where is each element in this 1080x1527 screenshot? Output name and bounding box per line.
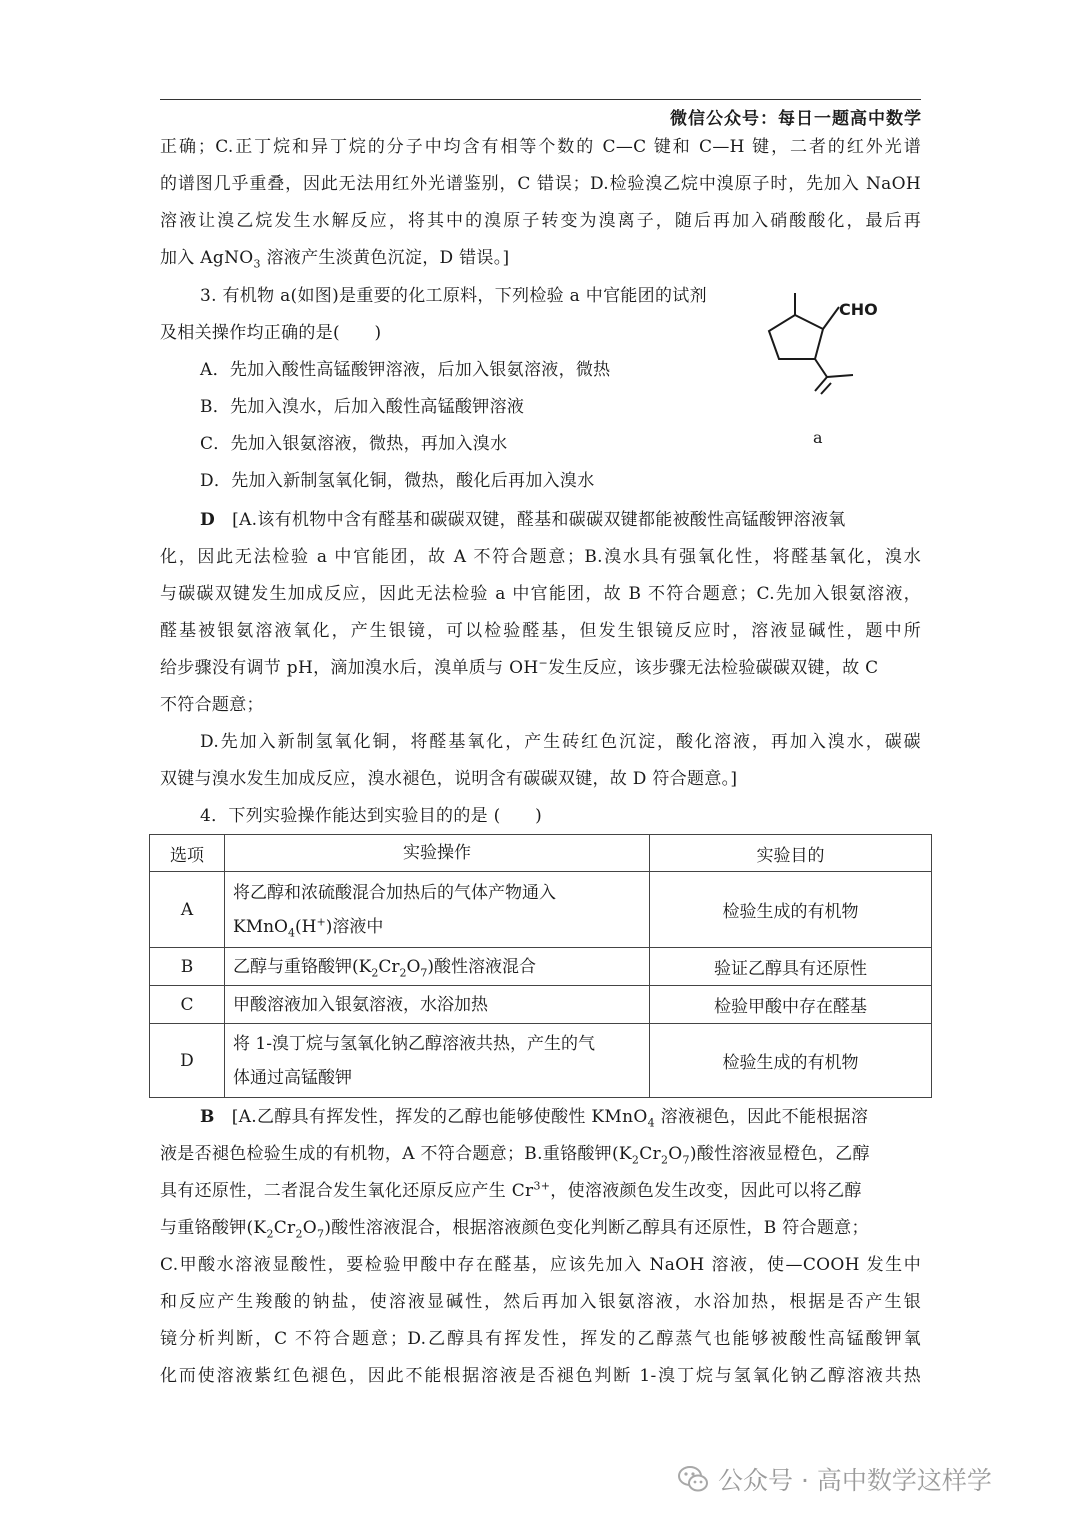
option-cell: C (150, 986, 225, 1024)
table-row (150, 1024, 932, 1098)
option-c: C．先加入银氨溶液，微热，再加入溴水 (200, 434, 508, 454)
goal-cell: 验证乙醇具有还原性 (650, 948, 932, 986)
question-3-stem: 3. 有机物 a(如图)是重要的化工原料，下列检验 a 中官能团的试剂 (200, 286, 707, 306)
table-row (150, 948, 932, 986)
column-header: 实验目的 (650, 835, 932, 872)
text-line: 和反应产生羧酸的钠盐，使溶液显碱性，然后再加入银氨溶液，水浴加热，根据是否产生银 (160, 1292, 921, 1312)
option-cell: B (150, 948, 225, 986)
operation-cell: 将 1-溴丁烷与氢氧化钠乙醇溶液共热，产生的气 体通过高锰酸钾 (225, 1024, 650, 1098)
answer-text: B [A.乙醇具有挥发性，挥发的乙醇也能够使酸性 KMnO$_4$ 溶液褪色，因此不能根据溶 (200, 1107, 869, 1130)
watermark (676, 1461, 992, 1497)
option-cell: D (150, 1024, 225, 1098)
column-header: 选项 (150, 835, 225, 872)
text-line: 双键与溴水发生加成反应，溴水褪色，说明含有碳碳双键，故 D 符合题意。] (160, 769, 738, 789)
option-a: A．先加入酸性高锰酸钾溶液，后加入银氨溶液，微热 (200, 360, 611, 380)
text-line: 加入 AgNO$_3$ 溶液产生淡黄色沉淀，D 错误。] (160, 248, 510, 271)
text-line: 镜分析判断，C 不符合题意；D.乙醇具有挥发性，挥发的乙醇蒸气也能够被酸性高锰酸钾氧 (160, 1329, 921, 1349)
option-b: B．先加入溴水，后加入酸性高锰酸钾溶液 (200, 397, 525, 417)
text-line: 与重铬酸钾$(K_2Cr_2O_7)$酸性溶液混合，根据溶液颜色变化判断乙醇具有还原性，B 符合题意； (160, 1218, 869, 1241)
operation-cell: 乙醇与重铬酸钾$(K_2Cr_2O_7)$酸性溶液混合 (225, 948, 650, 986)
text-line: 化而使溶液紫红色褪色，因此不能根据溶液是否褪色判断 1-溴丁烷与氢氧化钠乙醇溶液共热 (160, 1366, 921, 1386)
goal-cell: 检验甲酸中存在醛基 (650, 986, 932, 1024)
operation-cell: 甲酸溶液加入银氨溶液，水浴加热 (225, 986, 650, 1024)
text-line: 醛基被银氨溶液氧化，产生银镜，可以检验醛基，但发生银镜反应时，溶液显碱性，题中所 (160, 621, 921, 641)
molecule-a-structure (755, 285, 895, 395)
text-line: 正确；C.正丁烷和异丁烷的分子中均含有相等个数的 C—C 键和 C—H 键，二者的红外光谱 (160, 137, 921, 157)
text-line: C.甲酸水溶液显酸性，要检验甲酸中存在醛基，应该先加入 NaOH 溶液，使—COOH 发生中 (160, 1255, 921, 1275)
question-3-stem: 及相关操作均正确的是( ) (160, 323, 382, 343)
text-line: 液是否褪色检验生成的有机物，A 不符合题意；B.重铬酸钾$(K_2Cr_2O_7)$酸性溶液显橙色，乙醇 (160, 1144, 870, 1167)
text-line: 溶液让溴乙烷发生水解反应，将其中的溴原子转变为溴离子，随后再加入硝酸酸化，最后再 (160, 211, 921, 231)
option-cell: A (150, 872, 225, 948)
text-line: 具有还原性，二者混合发生氧化还原反应产生 $Cr^{3+}$，使溶液颜色发生改变，因此可以将乙醇 (160, 1179, 862, 1201)
text-line: 的谱图几乎重叠，因此无法用红外光谱鉴别，C 错误；D.检验溴乙烷中溴原子时，先加入 NaOH (160, 174, 921, 194)
text-line: 与碳碳双键发生加成反应，因此无法检验 a 中官能团，故 B 不符合题意；C.先加入银氨溶液， (160, 584, 921, 604)
option-d: D．先加入新制氢氧化铜，微热，酸化后再加入溴水 (200, 471, 595, 491)
column-header: 实验操作 (225, 835, 650, 872)
wechat-icon (676, 1462, 710, 1496)
watermark-text: 公众号 · 高中数学这样学 (718, 1466, 992, 1495)
header-rule (160, 99, 921, 100)
goal-cell: 检验生成的有机物 (650, 1024, 932, 1098)
answer-text: D [A.该有机物中含有醛基和碳碳双键，醛基和碳碳双键都能被酸性高锰酸钾溶液氧 (200, 510, 846, 530)
table-header-row (150, 835, 932, 872)
table-row (150, 986, 932, 1024)
aldehyde-group-label: CHO (839, 300, 878, 319)
text-line: 给步骤没有调节 pH，滴加溴水后，溴单质与 OH−发生反应，该步骤无法检验碳碳双键，故 C (160, 656, 879, 678)
table-row (150, 872, 932, 948)
page-header: 微信公众号：每日一题高中数学 (670, 109, 922, 129)
experiment-table (149, 834, 932, 1098)
goal-cell: 检验生成的有机物 (650, 872, 932, 948)
text-line: 化，因此无法检验 a 中官能团，故 A 不符合题意；B.溴水具有强氧化性，将醛基氧化，溴水 (160, 547, 921, 567)
figure-label: a (813, 428, 823, 447)
operation-cell: 将乙醇和浓硫酸混合加热后的气体产物通入 KMnO$_4$(H+)溶液中 (225, 872, 650, 948)
text-line: 不符合题意； (160, 695, 264, 715)
question-4-stem: 4．下列实验操作能达到实验目的的是 ( ) (200, 806, 543, 826)
text-line: D.先加入新制氢氧化铜，将醛基氧化，产生砖红色沉淀，酸化溶液，再加入溴水，碳碳 (200, 732, 921, 752)
